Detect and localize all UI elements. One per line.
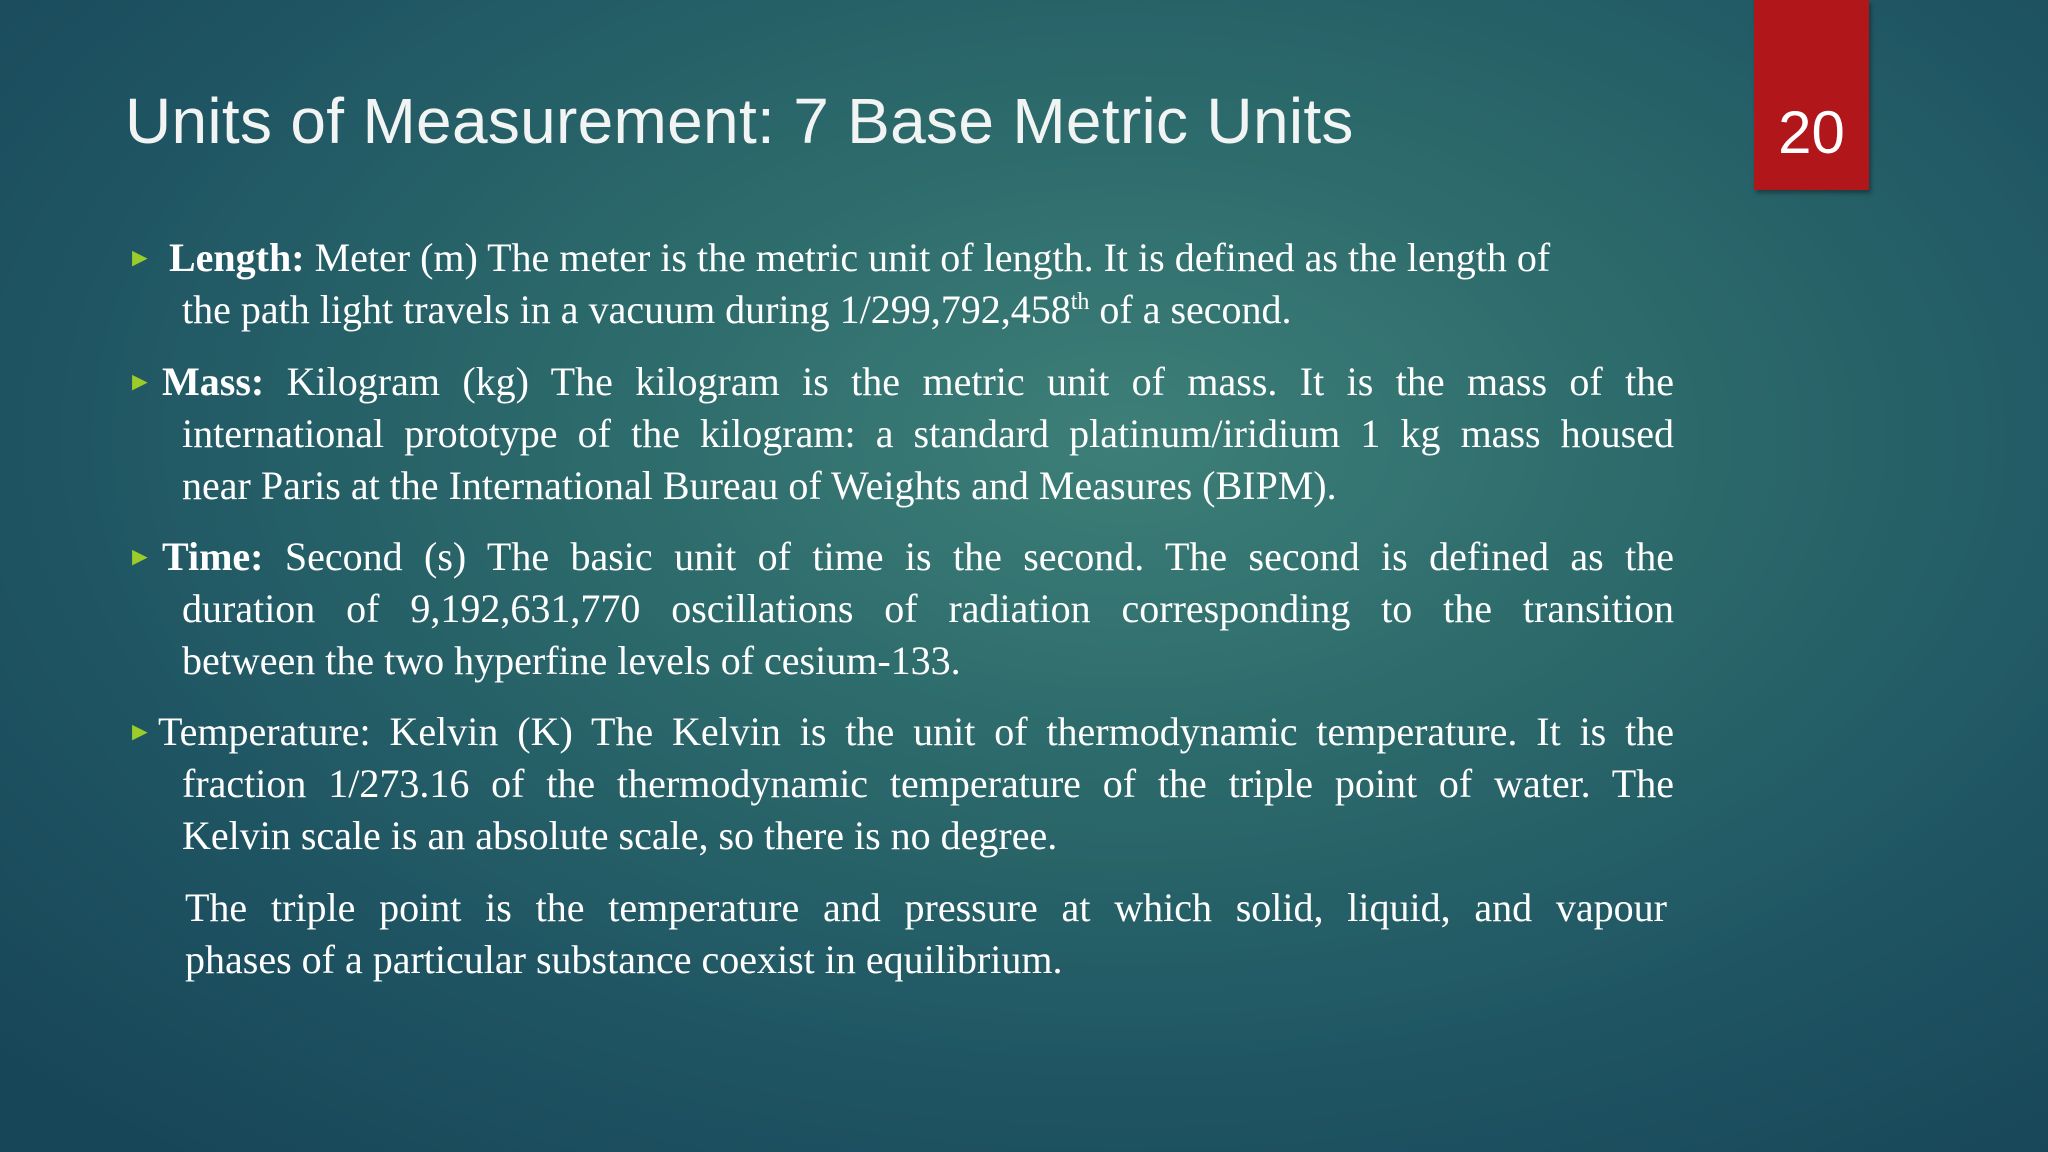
item-text: international prototype of the kilogram: a standard platinum/iridium 1 kg mass housed [182, 411, 1674, 456]
page-number-badge [1754, 0, 1869, 190]
item-continuation [182, 408, 1674, 512]
item-label: Mass: [162, 359, 265, 404]
note-text: phases of a particular substance coexist in equilibrium. [185, 937, 1063, 982]
page-number: 20 [1778, 99, 1845, 166]
triangle-bullet-icon: ► [127, 243, 153, 272]
note-text: The triple point is the temperature and pressure at which solid, liquid, and vapour [185, 885, 1667, 930]
item-text: near Paris at the International Bureau of Weights and Measures (BIPM). [182, 463, 1337, 508]
item-text: fraction 1/273.16 of the thermodynamic temperature of the triple point of water. The [182, 761, 1674, 806]
list-item-time [162, 531, 1674, 583]
item-label: Time: [162, 534, 264, 579]
item-text: Kelvin scale is an absolute scale, so there is no degree. [182, 813, 1058, 858]
list-item-temperature [158, 706, 1674, 758]
item-text: Temperature: Kelvin (K) The Kelvin is the unit of thermodynamic temperature. It is the [158, 709, 1674, 754]
item-continuation [182, 583, 1674, 687]
triangle-bullet-icon: ► [127, 717, 153, 746]
item-continuation [182, 758, 1674, 862]
item-text: between the two hyperfine levels of cesium-133. [182, 638, 961, 683]
list-item-mass [162, 356, 1674, 408]
item-text: the path light travels in a vacuum during 1/299,792,458 [182, 287, 1071, 332]
superscript: th [1070, 289, 1090, 315]
triangle-bullet-icon: ► [127, 367, 153, 396]
item-text: Second (s) The basic unit of time is the second. The second is defined as the [284, 534, 1675, 579]
triangle-bullet-icon: ► [127, 542, 153, 571]
item-label: Length: [169, 235, 305, 280]
item-continuation [182, 284, 1292, 336]
item-text: duration of 9,192,631,770 oscillations of radiation corresponding to the transition [182, 586, 1674, 631]
slide-title: Units of Measurement: 7 Base Metric Units [125, 85, 1354, 157]
item-text: Kilogram (kg) The kilogram is the metric unit of mass. It is the mass of the [286, 359, 1675, 404]
triple-point-note [185, 882, 1667, 986]
item-text: of a second. [1089, 287, 1292, 332]
list-item-length [169, 232, 1550, 284]
item-text: Meter (m) The meter is the metric unit of length. It is defined as the length of [314, 235, 1551, 280]
